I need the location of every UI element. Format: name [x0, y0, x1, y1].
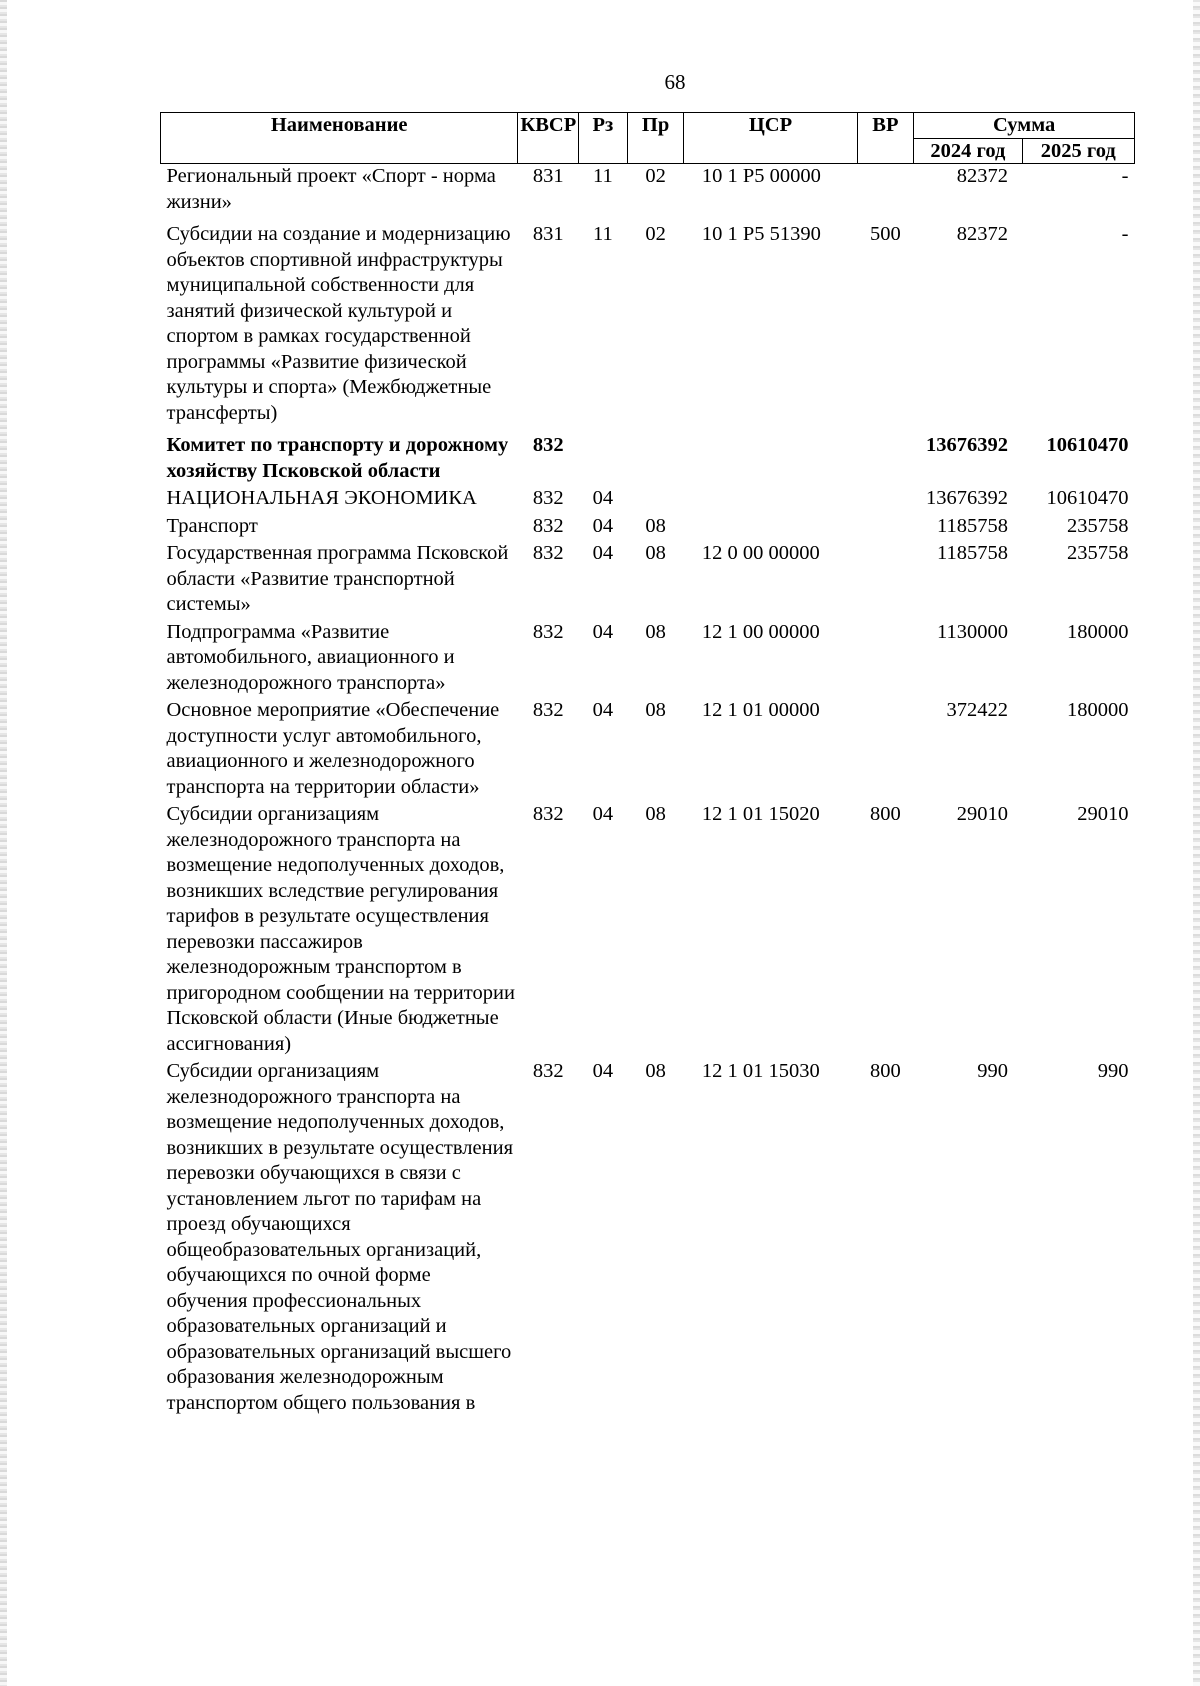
row-vr — [857, 698, 914, 802]
row-kvsr: 832 — [532, 699, 564, 721]
row-sum-2024: 372422 — [946, 699, 1009, 721]
row-name: Основное мероприятие «Обеспечение доступности услуг автомобильного, авиационного и железнодорожного транспорта на территории области» — [166, 699, 500, 798]
table-row — [161, 541, 1135, 620]
row-sum-2024: 29010 — [956, 803, 1009, 825]
row-pr: 08 — [645, 620, 666, 643]
row-kvsr: 831 — [532, 165, 564, 187]
row-kvsr: 832 — [532, 620, 564, 643]
row-name: Субсидии на создание и модернизацию объектов спортивной инфраструктуры муниципальной собственности для занятий физической культурой и спортом в рамках государственной программы «Развитие физической культуры и спорта» (Межбюджетные трансферты) — [166, 223, 511, 424]
row-pr: 08 — [645, 1060, 666, 1082]
row-kvsr: 831 — [532, 223, 564, 245]
row-vr — [857, 541, 914, 620]
row-pr — [627, 428, 684, 486]
row-kvsr: 832 — [532, 1060, 564, 1082]
row-sum-2024: 1185758 — [937, 514, 1009, 537]
table-row — [161, 217, 1135, 428]
row-rz: 04 — [592, 1060, 614, 1082]
budget-table — [160, 112, 1135, 1418]
row-csr: 12 1 01 15020 — [701, 803, 820, 825]
row-name: Комитет по транспорту и дорожному хозяйству Псковской области — [166, 434, 509, 482]
row-rz: 04 — [592, 542, 614, 564]
row-vr — [857, 514, 914, 542]
row-name: Государственная программа Псковской области «Развитие транспортной системы» — [166, 542, 509, 615]
row-rz: 04 — [592, 487, 614, 509]
row-sum-2024: 1130000 — [937, 620, 1009, 643]
row-sum-2025: 180000 — [1067, 620, 1129, 643]
table-row — [161, 698, 1135, 802]
row-sum-2024: 82372 — [956, 165, 1009, 187]
table-row — [161, 620, 1135, 699]
row-sum-2025: 29010 — [1077, 803, 1129, 825]
scan-edge-left — [0, 0, 7, 1686]
table-body — [161, 164, 1135, 1419]
row-csr: 12 1 01 00000 — [701, 699, 820, 721]
header-name: Наименование — [161, 113, 518, 164]
row-vr — [857, 486, 914, 514]
row-pr: 08 — [645, 542, 666, 564]
row-sum-2024: 990 — [977, 1060, 1009, 1082]
header-kvsr: КВСР — [518, 113, 579, 164]
scan-edge-right — [1193, 0, 1200, 1686]
row-pr: 02 — [645, 165, 666, 187]
header-sum: Сумма — [914, 113, 1135, 139]
header-vr: ВР — [857, 113, 914, 164]
budget-document — [160, 112, 1135, 1418]
row-vr — [857, 620, 914, 699]
row-name: Региональный проект «Спорт - норма жизни» — [166, 165, 496, 213]
row-sum-2025: - — [1121, 223, 1129, 245]
row-name: Подпрограмма «Развитие автомобильного, авиационного и железнодорожного транспорта» — [166, 620, 455, 694]
row-vr: 500 — [870, 223, 901, 245]
row-sum-2025: 180000 — [1067, 699, 1129, 721]
row-pr — [627, 486, 684, 514]
table-row — [161, 164, 1135, 218]
row-name: Субсидии организациям железнодорожного транспорта на возмещение недополученных доходов, возникших в результате осуществления перевозки обучающихся в связи с установлением льгот по тарифам на проезд обучающихся общеобразовательных организаций, обучающихся по очной форме обучения профессиональных образовательных организаций и образовательных организаций высшего образования железнодорожным транспортом общего пользования в — [166, 1060, 513, 1414]
row-csr: 12 1 01 15030 — [701, 1060, 820, 1082]
row-sum-2024: 13676392 — [926, 487, 1009, 509]
row-vr: 800 — [870, 803, 901, 825]
header-pr: Пр — [627, 113, 684, 164]
row-csr: 10 1 P5 51390 — [701, 223, 821, 245]
row-rz: 04 — [592, 699, 614, 721]
row-vr — [857, 164, 914, 218]
table-header — [161, 113, 1135, 164]
row-pr: 08 — [645, 803, 666, 825]
header-year-2025: 2025 год — [1022, 138, 1134, 164]
row-pr: 08 — [645, 699, 666, 721]
row-vr: 800 — [870, 1060, 901, 1082]
row-name: Транспорт — [166, 514, 258, 537]
table-row — [161, 514, 1135, 542]
row-sum-2024: 1185758 — [937, 542, 1009, 564]
row-csr — [684, 514, 857, 542]
row-rz: 11 — [593, 223, 613, 245]
header-year-2024: 2024 год — [914, 138, 1022, 164]
row-csr: 12 0 00 00000 — [701, 542, 820, 564]
row-kvsr: 832 — [532, 803, 564, 825]
row-csr: 12 1 00 00000 — [701, 620, 820, 643]
table-row — [161, 428, 1135, 486]
row-pr: 02 — [645, 223, 666, 245]
row-rz: 04 — [592, 620, 614, 643]
row-name: НАЦИОНАЛЬНАЯ ЭКОНОМИКА — [166, 487, 477, 509]
row-sum-2025: 235758 — [1067, 514, 1129, 537]
row-kvsr: 832 — [532, 542, 564, 564]
row-kvsr: 832 — [532, 434, 564, 456]
row-sum-2025: - — [1121, 165, 1129, 187]
row-sum-2024: 13676392 — [926, 434, 1009, 456]
row-sum-2024: 82372 — [956, 223, 1009, 245]
row-pr: 08 — [645, 514, 666, 537]
row-sum-2025: 10610470 — [1046, 487, 1129, 509]
row-csr — [684, 428, 857, 486]
row-sum-2025: 235758 — [1067, 542, 1129, 564]
row-kvsr: 832 — [532, 487, 564, 509]
row-kvsr: 832 — [532, 514, 564, 537]
table-row — [161, 802, 1135, 1059]
row-sum-2025: 10610470 — [1046, 434, 1129, 456]
header-rz: Рз — [579, 113, 628, 164]
row-rz: 04 — [592, 514, 614, 537]
row-rz — [579, 428, 628, 486]
table-row — [161, 486, 1135, 514]
table-row — [161, 1059, 1135, 1418]
row-csr — [684, 486, 857, 514]
page-number: 68 — [664, 70, 686, 94]
row-sum-2025: 990 — [1097, 1060, 1129, 1082]
row-csr: 10 1 P5 00000 — [701, 165, 821, 187]
header-csr: ЦСР — [684, 113, 857, 164]
row-vr — [857, 428, 914, 486]
row-name: Субсидии организациям железнодорожного транспорта на возмещение недополученных доходов, возникших вследствие регулирования тарифов в результате осуществления перевозки пассажиров железнодорожным транспортом в пригородном сообщении на территории Псковской области (Иные бюджетные ассигнования) — [166, 803, 515, 1055]
row-rz: 04 — [592, 803, 614, 825]
row-rz: 11 — [593, 165, 613, 187]
